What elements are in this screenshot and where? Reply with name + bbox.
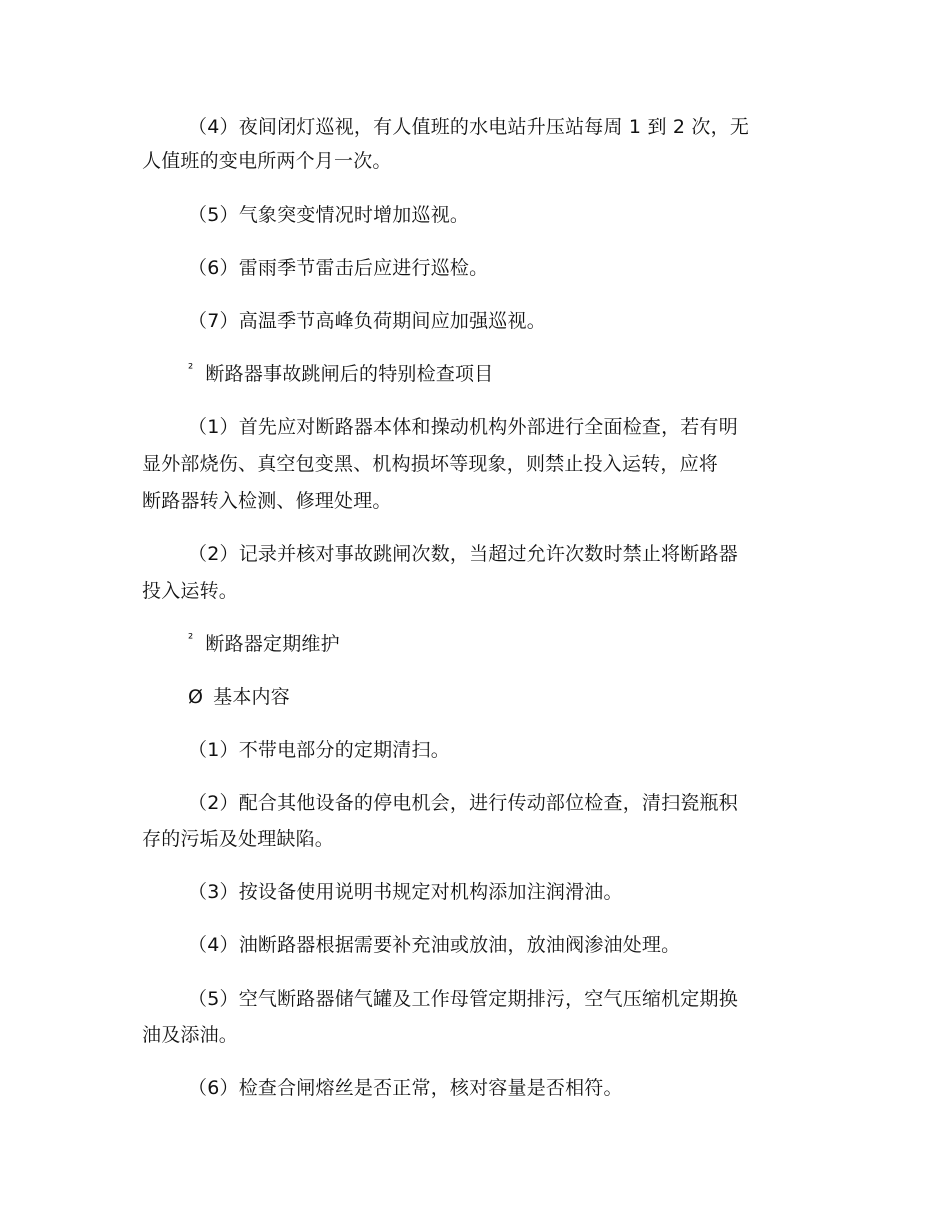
arrow-bullet-icon: Ø (188, 686, 204, 708)
heading-text: 断路器定期维护 (205, 633, 340, 655)
bullet-superscript: ² (188, 632, 194, 647)
subsection-heading (188, 680, 868, 714)
section-heading (188, 357, 868, 394)
paragraph-line: 存的污垢及处理缺陷。 (142, 828, 335, 850)
paragraph-line: （4）油断路器根据需要补充油或放油，放油阀渗油处理。 (188, 934, 681, 956)
paragraph-line: （5）空气断路器储气罐及工作母管定期排污，空气压缩机定期换 (188, 988, 738, 1010)
paragraph-line: （4）夜间闭灯巡视，有人值班的水电站升压站每周 1 到 2 次，无 (188, 116, 750, 138)
paragraph-line: （2）记录并核对事故跳闸次数，当超过允许次数时禁止将断路器 (188, 543, 738, 565)
paragraph-line: 油及添油。 (142, 1024, 239, 1046)
paragraph-line: （7）高温季节高峰负荷期间应加强巡视。 (188, 310, 546, 332)
paragraph-line: （1）不带电部分的定期清扫。 (188, 739, 450, 761)
paragraph-line: 投入运转。 (142, 580, 239, 602)
paragraph-line: 人值班的变电所两个月一次。 (142, 150, 392, 172)
paragraph-line: 显外部烧伤、真空包变黑、机构损坏等现象，则禁止投入运转，应将 (142, 453, 719, 475)
paragraph-line: （2）配合其他设备的停电机会，进行传动部位检查，清扫瓷瓶积 (188, 792, 738, 814)
paragraph-line: （6）检查合闸熔丝是否正常，核对容量是否相符。 (188, 1077, 623, 1099)
paragraph-line: 断路器转入检测、修理处理。 (142, 490, 392, 512)
heading-text: 基本内容 (213, 686, 290, 708)
heading-text: 断路器事故跳闸后的特别检查项目 (205, 363, 494, 385)
section-heading (188, 627, 868, 664)
paragraph-line: （1）首先应对断路器本体和操动机构外部进行全面检查，若有明 (188, 416, 738, 438)
paragraph-line: （6）雷雨季节雷击后应进行巡检。 (188, 257, 489, 279)
paragraph-line: （3）按设备使用说明书规定对机构添加注润滑油。 (188, 881, 623, 903)
paragraph-line: （5）气象突变情况时增加巡视。 (188, 204, 470, 226)
bullet-superscript: ² (188, 362, 194, 377)
